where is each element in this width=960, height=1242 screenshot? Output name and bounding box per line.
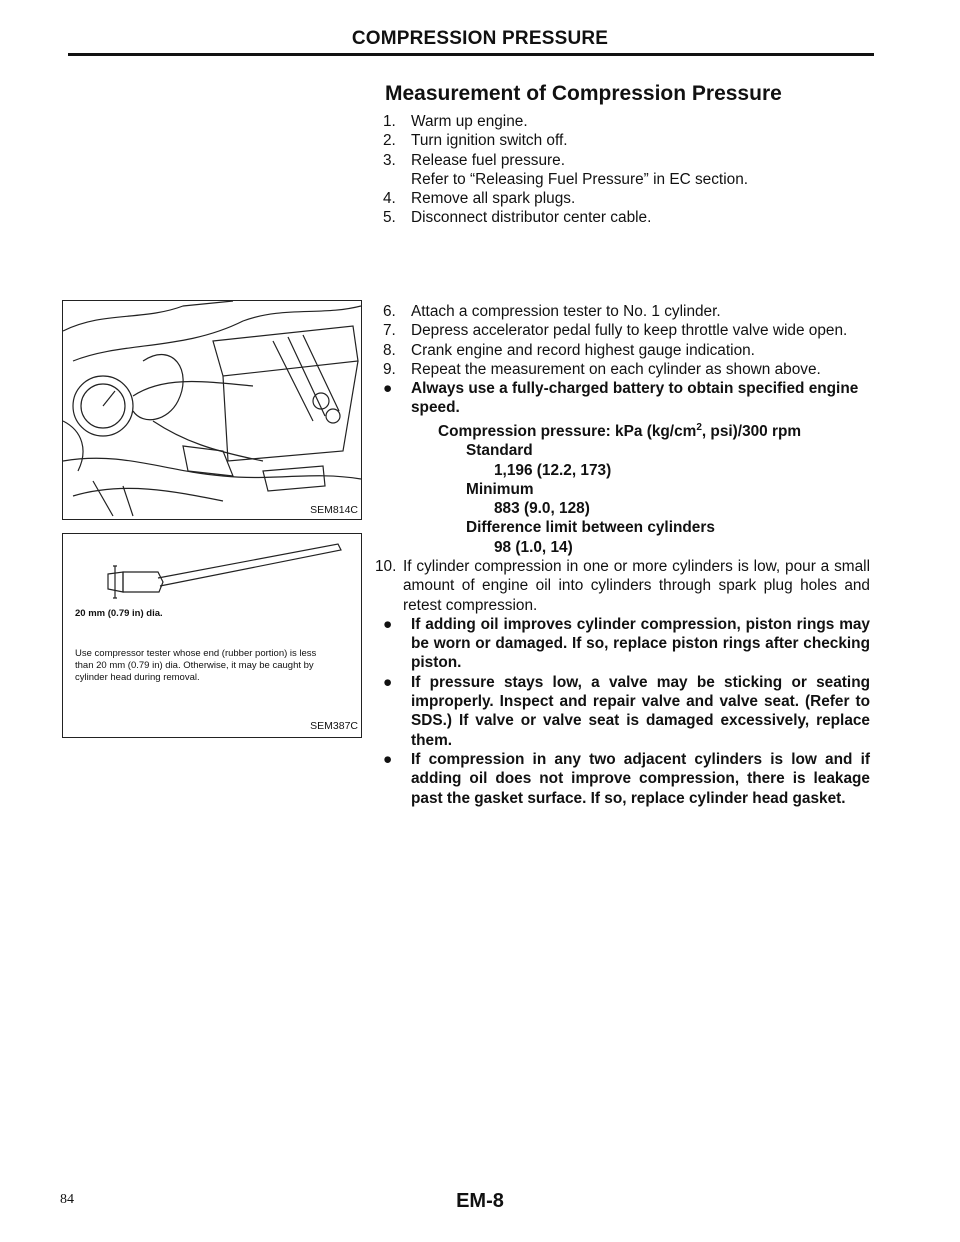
step-item: 10. If cylinder compression in one or more cylinders is low, pour a small amount of engine oil into cylinders through spark plug holes and retest compression. [375, 557, 870, 614]
figure-engine-tester [62, 300, 362, 520]
bullet-item: ● If pressure stays low, a valve may be sticking or seating improperly. Inspect and repair valve and valve seat. (Refer to SDS.) If valve or valve seat is damaged excessively, replace them. [383, 673, 870, 749]
figure1-code: SEM814C [310, 504, 358, 516]
engine-illustration [63, 301, 362, 520]
step-item: 5. Disconnect distributor center cable. [383, 209, 652, 227]
section-title: Measurement of Compression Pressure [385, 82, 782, 105]
bullet-battery: ● Always use a fully-charged battery to obtain specified engine speed. [383, 380, 859, 417]
step-item: 2. Turn ignition switch off. [383, 132, 568, 150]
spec-heading: Compression pressure: kPa ($kg/cm^2$, psi)/300 rpm [438, 421, 802, 440]
step-item: 9. Repeat the measurement on each cylinder as shown above. [383, 360, 821, 378]
figure-tester-end [62, 533, 362, 738]
step-item: 4. Remove all spark plugs. [383, 190, 576, 208]
step-item: 1. Warm up engine. [383, 113, 528, 130]
bullet-item: ● If adding oil improves cylinder compression, piston rings may be worn or damaged. If so, replace piston rings after checking piston. [383, 615, 870, 672]
tester-end-drawing [63, 534, 363, 604]
page-number: 84 [60, 1192, 74, 1207]
step-item: 7. Depress accelerator pedal fully to keep throttle valve wide open. [383, 322, 848, 340]
bullet-item: ● If compression in any two adjacent cylinders is low and if adding oil does not improve compression, there is leakage past the gasket surface. If so, replace cylinder head gasket. [383, 750, 870, 807]
step-item: 8. Crank engine and record highest gauge indication. [383, 341, 755, 359]
figure2-code: SEM387C [310, 720, 358, 732]
spec-minimum-label: Minimum [466, 480, 534, 498]
tester-dimension-label: 20 mm (0.79 in) dia. [75, 608, 163, 619]
steps-list-b [375, 302, 870, 808]
step-item: 6. Attach a compression tester to No. 1 cylinder. [383, 303, 721, 320]
spec-standard-label: Standard [466, 442, 533, 460]
steps-list-a [383, 112, 870, 228]
spec-minimum-value: 883 (9.0, 128) [494, 500, 590, 518]
step-item: Refer to “Releasing Fuel Pressure” in EC section. [411, 170, 749, 188]
tester-note: Use compressor tester whose end (rubber portion) is less than 20 mm (0.79 in) dia. Otherwise, it may be caught by cylinder head during removal. [75, 648, 317, 683]
spec-standard-value: 1,196 (12.2, 173) [494, 461, 612, 479]
page-header-title: COMPRESSION PRESSURE [351, 28, 609, 49]
header-rule [68, 53, 874, 56]
footer-section-code: EM-8 [456, 1190, 504, 1212]
spec-difference-value: 98 (1.0, 14) [494, 538, 573, 556]
spec-difference-label: Difference limit between cylinders [466, 519, 715, 537]
step-item: 3. Release fuel pressure. [383, 151, 565, 169]
